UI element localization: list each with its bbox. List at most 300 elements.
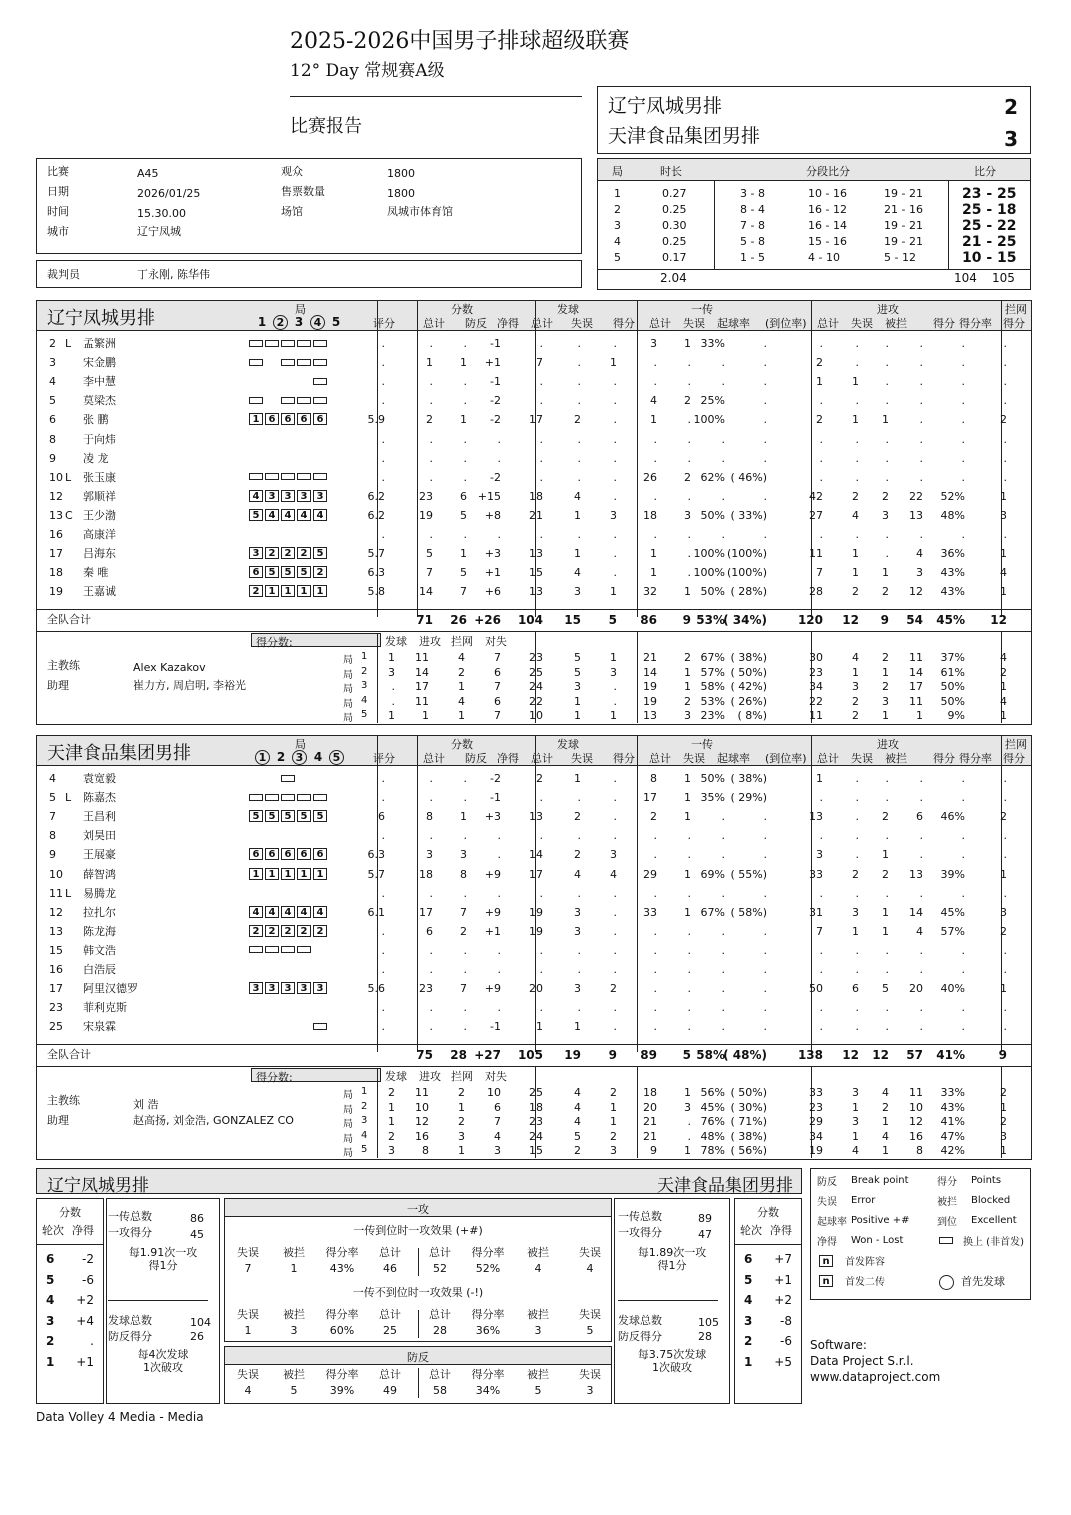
- stat-value: .: [653, 963, 657, 976]
- stat-value: .: [919, 375, 923, 389]
- sub-in-mark: [313, 378, 327, 385]
- player-role: L: [65, 337, 72, 350]
- team-total-value: +27: [474, 1048, 501, 1062]
- stat-value: 3: [816, 848, 823, 862]
- final-score-box: [597, 86, 1031, 154]
- player-set-boxes: [249, 771, 329, 784]
- stat-value: 52%: [940, 489, 965, 503]
- player-number: 15: [49, 943, 63, 957]
- breakdown-value: 22: [529, 694, 543, 708]
- home-stats-box: [106, 1198, 220, 1404]
- breakdown-value: .: [613, 680, 617, 694]
- player-number: 3: [49, 356, 56, 370]
- set-mark: 5: [331, 315, 341, 329]
- set-partial-8: 5 - 8: [740, 235, 765, 248]
- stat-value: 3: [610, 508, 617, 522]
- rec-note: 得1分: [657, 1259, 687, 1272]
- starting-position-box: 6: [281, 413, 295, 425]
- breakdown-value: 2: [882, 1100, 889, 1114]
- breakdown-value: 2: [684, 694, 691, 708]
- breakdown-value: 67%: [700, 651, 725, 664]
- col-head: 失误: [579, 1368, 601, 1381]
- group-header: 分数: [451, 738, 473, 751]
- stat-value: .: [687, 547, 691, 561]
- stat-value: .: [961, 337, 965, 350]
- rotation-net: +1: [76, 1354, 94, 1369]
- city-value: 辽宁凤城: [137, 225, 181, 238]
- sub-in-mark: [281, 946, 295, 953]
- column-header: 得分: [613, 752, 635, 765]
- stat-value: .: [429, 528, 433, 541]
- stat-value: .: [961, 963, 965, 976]
- away-stats-box: [614, 1198, 730, 1404]
- set-duration: 0.25: [662, 203, 687, 216]
- column-divider: [637, 301, 638, 331]
- column-header: 防反: [465, 752, 487, 765]
- stat-value: .: [819, 829, 823, 843]
- rotation-net: -2: [82, 1252, 94, 1266]
- stat-value: .: [919, 848, 923, 862]
- player-set-boxes: [249, 905, 329, 918]
- breakdown-value: 21: [643, 1129, 657, 1143]
- stat-value: .: [577, 943, 581, 957]
- breakdown-value: ( 8%): [737, 709, 767, 723]
- stat-value: .: [463, 829, 467, 843]
- stat-value: .: [721, 886, 725, 900]
- stat-value: .: [429, 432, 433, 446]
- player-set-boxes: [249, 867, 329, 880]
- stat-value: .: [613, 451, 617, 465]
- starting-position-box: 6: [281, 848, 295, 860]
- breakdown-value: 50%: [940, 694, 965, 708]
- stat-value: .: [819, 943, 823, 957]
- stat-value: .: [855, 528, 859, 541]
- assistant-label: 助理: [47, 679, 69, 692]
- rotation-net: -6: [780, 1334, 792, 1348]
- srv-note: 每4次发球: [137, 1348, 189, 1361]
- column-header: 失误: [683, 317, 705, 330]
- sideout-pos-title: 一传到位时一攻效果 (+#): [353, 1224, 483, 1237]
- breakdown-points: 14: [415, 665, 429, 679]
- column-header: 评分: [373, 752, 395, 765]
- stat-value: 39%: [940, 867, 965, 881]
- stat-value: .: [613, 394, 617, 408]
- breakpoint-value: 4: [244, 1384, 252, 1397]
- breakpoint-value: 58: [433, 1384, 447, 1397]
- sub-in-icon: [939, 1237, 953, 1244]
- player-set-boxes: [249, 1019, 329, 1032]
- breakdown-value: 30: [809, 651, 823, 664]
- team-total-value: 57: [906, 1048, 923, 1062]
- player-role: L: [65, 886, 72, 900]
- stat-value: 1: [1000, 547, 1007, 561]
- breakdown-value: 4: [852, 1144, 859, 1158]
- stat-value: 1: [852, 375, 859, 389]
- stat-value: .: [613, 829, 617, 843]
- stat-value: (100%): [726, 547, 767, 561]
- stat-value: .: [653, 1020, 657, 1034]
- stat-value: .: [687, 566, 691, 580]
- sets-header: 局: [295, 303, 306, 316]
- stat-value: .: [919, 1020, 923, 1034]
- software-url[interactable]: www.dataproject.com: [810, 1370, 941, 1384]
- stat-value: .: [497, 963, 501, 976]
- stat-value: .: [961, 943, 965, 957]
- breakdown-points: 10: [415, 1100, 429, 1114]
- sub-in-mark: [281, 397, 295, 404]
- breakdown-value: 1: [610, 1115, 617, 1129]
- breakdown-value: 19: [809, 1144, 823, 1158]
- first-serve-circle-icon: [939, 1275, 954, 1290]
- col-head: 得分率: [471, 1368, 505, 1381]
- set-final-score: 21 - 25: [962, 234, 1017, 250]
- stat-value: 1: [1000, 489, 1007, 503]
- breakdown-set-label: 局: [343, 1119, 353, 1131]
- stat-value: .: [429, 1020, 433, 1034]
- col-head: 总计: [379, 1368, 401, 1381]
- player-name: 王展豪: [83, 848, 116, 862]
- starting-position-box: 4: [297, 509, 311, 521]
- stat-value: 28: [809, 585, 823, 599]
- stat-value: .: [1003, 394, 1007, 408]
- coach-label: 主教练: [47, 1094, 80, 1107]
- group-header: 分数: [451, 303, 473, 316]
- stat-value: 5: [426, 547, 433, 561]
- player-number: 9: [49, 848, 56, 862]
- stat-value: .: [577, 963, 581, 976]
- stat-value: +8: [484, 508, 501, 522]
- stat-value: 1: [882, 924, 889, 938]
- starting-position-box: 3: [265, 490, 279, 502]
- breakdown-divider: [37, 1066, 1031, 1067]
- stat-value: 1: [684, 810, 691, 824]
- stat-value: .: [885, 528, 889, 541]
- breakdown-value: 78%: [700, 1144, 725, 1158]
- breakdown-points: 2: [458, 1086, 465, 1099]
- stat-value: 5: [460, 566, 467, 580]
- breakdown-value: 3: [574, 680, 581, 694]
- srv-note: 每3.75次发球: [637, 1348, 707, 1361]
- stat-value: 14: [529, 848, 543, 862]
- starting-position-box: 3: [281, 490, 295, 502]
- stat-value: .: [721, 356, 725, 370]
- column-header: (到位率): [765, 317, 807, 330]
- breakdown-set-label: 局: [343, 1104, 353, 1116]
- breakdown-value: 2: [610, 1129, 617, 1143]
- stat-value: 43%: [940, 585, 965, 599]
- sub-in-mark: [281, 359, 295, 366]
- stat-value: 1: [684, 905, 691, 919]
- stat-value: 27: [809, 508, 823, 522]
- stat-value: 8: [460, 867, 467, 881]
- starting-position-box: 4: [249, 906, 263, 918]
- breakdown-set-num: 4: [361, 694, 368, 706]
- away-team-name: 天津食品集团男排: [608, 125, 761, 147]
- set-partial-8: 3 - 8: [740, 187, 765, 200]
- column-divider: [637, 736, 638, 766]
- breakdown-points: 2: [458, 1115, 465, 1129]
- stat-value: 23: [419, 489, 433, 503]
- starting-position-box: 3: [249, 547, 263, 559]
- breakdown-value: 4: [882, 1086, 889, 1099]
- sideout-pos-value: 7: [244, 1262, 252, 1275]
- stat-value: .: [429, 470, 433, 484]
- starting-position-box: 6: [313, 848, 327, 860]
- stat-value: 2: [574, 848, 581, 862]
- stat-value: .: [1003, 337, 1007, 350]
- stat-value: 2: [610, 982, 617, 996]
- stat-value: 17: [529, 413, 543, 427]
- stat-value: 33%: [700, 337, 725, 350]
- player-number: 25: [49, 1020, 63, 1034]
- stat-value: 1: [1000, 867, 1007, 881]
- stat-value: 6: [378, 810, 385, 824]
- stat-value: 3: [882, 508, 889, 522]
- set-mark: 4: [313, 750, 323, 764]
- stat-value: 1: [684, 337, 691, 350]
- sub-in-mark: [265, 946, 279, 953]
- stat-value: ( 33%): [730, 508, 767, 522]
- stat-value: 3: [650, 337, 657, 350]
- stat-value: .: [577, 394, 581, 408]
- stat-value: .: [539, 375, 543, 389]
- col-head: 得分率: [325, 1246, 359, 1259]
- stat-value: 2: [536, 772, 543, 785]
- stat-value: 13: [529, 547, 543, 561]
- stat-value: .: [1003, 772, 1007, 785]
- set-partial-21: 19 - 21: [884, 219, 923, 232]
- breakdown-value: 1: [882, 1115, 889, 1129]
- player-number: 4: [49, 375, 56, 389]
- breakdown-value: 3: [684, 709, 691, 723]
- starting-position-box: 4: [281, 906, 295, 918]
- player-number: 7: [49, 810, 56, 824]
- rec-total-value: 89: [698, 1212, 712, 1225]
- breakdown-points: 3: [458, 1129, 465, 1143]
- column-header: 防反: [465, 317, 487, 330]
- breakdown-value: 23: [529, 651, 543, 664]
- breakdown-value: 3: [852, 1086, 859, 1099]
- home-sets-won: 2: [1004, 95, 1018, 119]
- column-header: 得分: [1003, 317, 1025, 330]
- stat-value: .: [885, 1001, 889, 1015]
- col-head: 被拦: [527, 1308, 549, 1321]
- column-header: 失误: [851, 752, 873, 765]
- col-head: 被拦: [283, 1246, 305, 1259]
- stat-value: 1: [882, 413, 889, 427]
- sideout-label: 一攻得分: [108, 1226, 152, 1239]
- starting-position-box: 1: [249, 868, 263, 880]
- col-head: 被拦: [283, 1368, 305, 1381]
- starting-position-box: 2: [265, 925, 279, 937]
- total-points-home: 104: [954, 271, 977, 285]
- breakdown-points: 1: [388, 1100, 395, 1114]
- column-divider: [417, 736, 418, 766]
- player-number: 9: [49, 451, 56, 465]
- stat-value: .: [819, 791, 823, 805]
- breakdown-set-num: 1: [361, 1086, 368, 1097]
- col-head: 总计: [379, 1308, 401, 1321]
- stat-value: 1: [684, 772, 691, 785]
- breakdown-value: .: [687, 1129, 691, 1143]
- venue-label: 场馆: [281, 205, 303, 218]
- stat-value: .: [961, 470, 965, 484]
- player-name: 张玉康: [83, 470, 116, 484]
- stat-value: .: [885, 356, 889, 370]
- legend-starter: 首发阵容: [845, 1257, 885, 1268]
- stat-value: .: [919, 886, 923, 900]
- player-name: 陈龙海: [83, 924, 116, 938]
- stat-value: .: [855, 848, 859, 862]
- player-name: 菲利克斯: [83, 1001, 127, 1015]
- stat-value: .: [819, 1001, 823, 1015]
- stat-value: .: [653, 375, 657, 389]
- stat-value: .: [1003, 356, 1007, 370]
- player-name: 韩文浩: [83, 943, 116, 957]
- stat-value: .: [539, 337, 543, 350]
- away-sets-won: 3: [1004, 127, 1018, 151]
- stat-value: .: [463, 772, 467, 785]
- stat-value: .: [429, 886, 433, 900]
- stat-value: 1: [536, 1020, 543, 1034]
- stat-value: 62%: [700, 470, 725, 484]
- stat-value: .: [919, 432, 923, 446]
- stat-value: 48%: [940, 508, 965, 522]
- stat-value: .: [855, 772, 859, 785]
- stat-value: 100%: [693, 547, 725, 561]
- col-head: 总计: [429, 1246, 451, 1259]
- column-header: 失误: [851, 317, 873, 330]
- stat-value: .: [497, 943, 501, 957]
- stat-value: 1: [852, 566, 859, 580]
- breakdown-value: 61%: [940, 665, 965, 679]
- breakdown-value: .: [613, 694, 617, 708]
- sub-in-mark: [265, 340, 279, 347]
- stat-value: 33: [809, 867, 823, 881]
- stat-value: .: [721, 375, 725, 389]
- stat-value: .: [961, 772, 965, 785]
- breakdown-points: 1: [458, 709, 465, 723]
- breakdown-set-num: 2: [361, 1100, 368, 1112]
- stat-value: 1: [852, 413, 859, 427]
- breakdown-value: 21: [643, 651, 657, 664]
- starting-position-box: 3: [281, 982, 295, 994]
- legend-key: 到位: [937, 1217, 957, 1228]
- stat-value: .: [539, 432, 543, 446]
- stat-value: .: [381, 791, 385, 805]
- breakdown-points: 1: [458, 1144, 465, 1158]
- report-label: 比赛报告: [290, 116, 362, 137]
- col-head: 被拦: [527, 1246, 549, 1259]
- stat-value: .: [687, 982, 691, 996]
- tickets-label: 售票数量: [281, 185, 325, 198]
- column-divider: [1001, 736, 1002, 766]
- stat-value: .: [613, 528, 617, 541]
- stat-value: ( 55%): [730, 867, 767, 881]
- col-head: 得分率: [325, 1308, 359, 1321]
- group-header: 进攻: [877, 303, 899, 316]
- breakdown-value: ( 71%): [730, 1115, 767, 1129]
- stat-value: .: [613, 924, 617, 938]
- breakdown-value: 3: [882, 694, 889, 708]
- player-set-boxes: [249, 489, 329, 502]
- breakdown-value: 1: [1000, 709, 1007, 723]
- starting-position-box: 1: [313, 585, 327, 597]
- breakdown-set-label: 局: [343, 684, 353, 696]
- team-total-value: 45%: [936, 613, 965, 627]
- breakdown-value: 1: [610, 709, 617, 723]
- player-name: 于向炜: [83, 432, 116, 446]
- stat-value: .: [577, 1001, 581, 1015]
- footer-text: Data Volley 4 Media - Media: [36, 1410, 204, 1424]
- starting-position-box: 1: [265, 868, 279, 880]
- stat-value: 1: [460, 413, 467, 427]
- stat-value: .: [539, 394, 543, 408]
- column-divider: [377, 301, 378, 331]
- team-total-value: ( 48%): [723, 1048, 767, 1062]
- starting-position-box: 5: [265, 810, 279, 822]
- breakdown-set-num: 4: [361, 1129, 368, 1141]
- player-name: 袁宽毅: [83, 772, 116, 785]
- stat-value: .: [885, 963, 889, 976]
- sets-col-score: 比分: [974, 165, 996, 178]
- stat-value: .: [381, 451, 385, 465]
- legend-value: Blocked: [971, 1195, 1011, 1206]
- stat-value: 4: [916, 547, 923, 561]
- rotation-number: 2: [744, 1334, 753, 1348]
- report-title: 2025-2026中国男子排球超级联赛: [290, 29, 630, 54]
- team-name: 辽宁凤城男排: [47, 308, 155, 329]
- stat-value: .: [463, 394, 467, 408]
- stat-value: .: [885, 394, 889, 408]
- breakdown-set-num: 5: [361, 709, 368, 721]
- stat-value: .: [653, 943, 657, 957]
- starting-position-box: 5: [265, 566, 279, 578]
- stat-value: 1: [610, 585, 617, 599]
- team-total-value: 104: [517, 613, 543, 627]
- stat-value: .: [381, 528, 385, 541]
- stat-value: .: [1003, 943, 1007, 957]
- breakdown-value: 34: [809, 680, 823, 694]
- sub-in-mark: [297, 359, 311, 366]
- summary-away-name: 天津食品集团男排: [657, 1176, 793, 1196]
- stat-value: .: [463, 791, 467, 805]
- stat-value: 7: [460, 982, 467, 996]
- breakdown-value: 2: [1000, 1086, 1007, 1099]
- stat-value: .: [429, 451, 433, 465]
- stat-value: 7: [536, 356, 543, 370]
- away-team-stats: [36, 735, 1032, 1160]
- sideout-neg-value: 5: [586, 1324, 594, 1337]
- set-duration: 0.25: [662, 235, 687, 248]
- stat-value: .: [763, 982, 767, 996]
- stat-value: .: [885, 1020, 889, 1034]
- stat-value: 1: [650, 413, 657, 427]
- bp-label: 防反得分: [108, 1330, 152, 1343]
- stat-value: 14: [419, 585, 433, 599]
- total-duration: 2.04: [660, 271, 687, 285]
- player-set-boxes: [249, 508, 329, 521]
- stat-value: 6.1: [367, 905, 385, 919]
- stat-value: .: [819, 963, 823, 976]
- stat-value: .: [539, 886, 543, 900]
- stat-value: .: [687, 356, 691, 370]
- stat-value: .: [1003, 470, 1007, 484]
- stat-value: .: [497, 432, 501, 446]
- col-head: 得分率: [471, 1246, 505, 1259]
- stat-value: .: [819, 394, 823, 408]
- stat-value: 8: [650, 772, 657, 785]
